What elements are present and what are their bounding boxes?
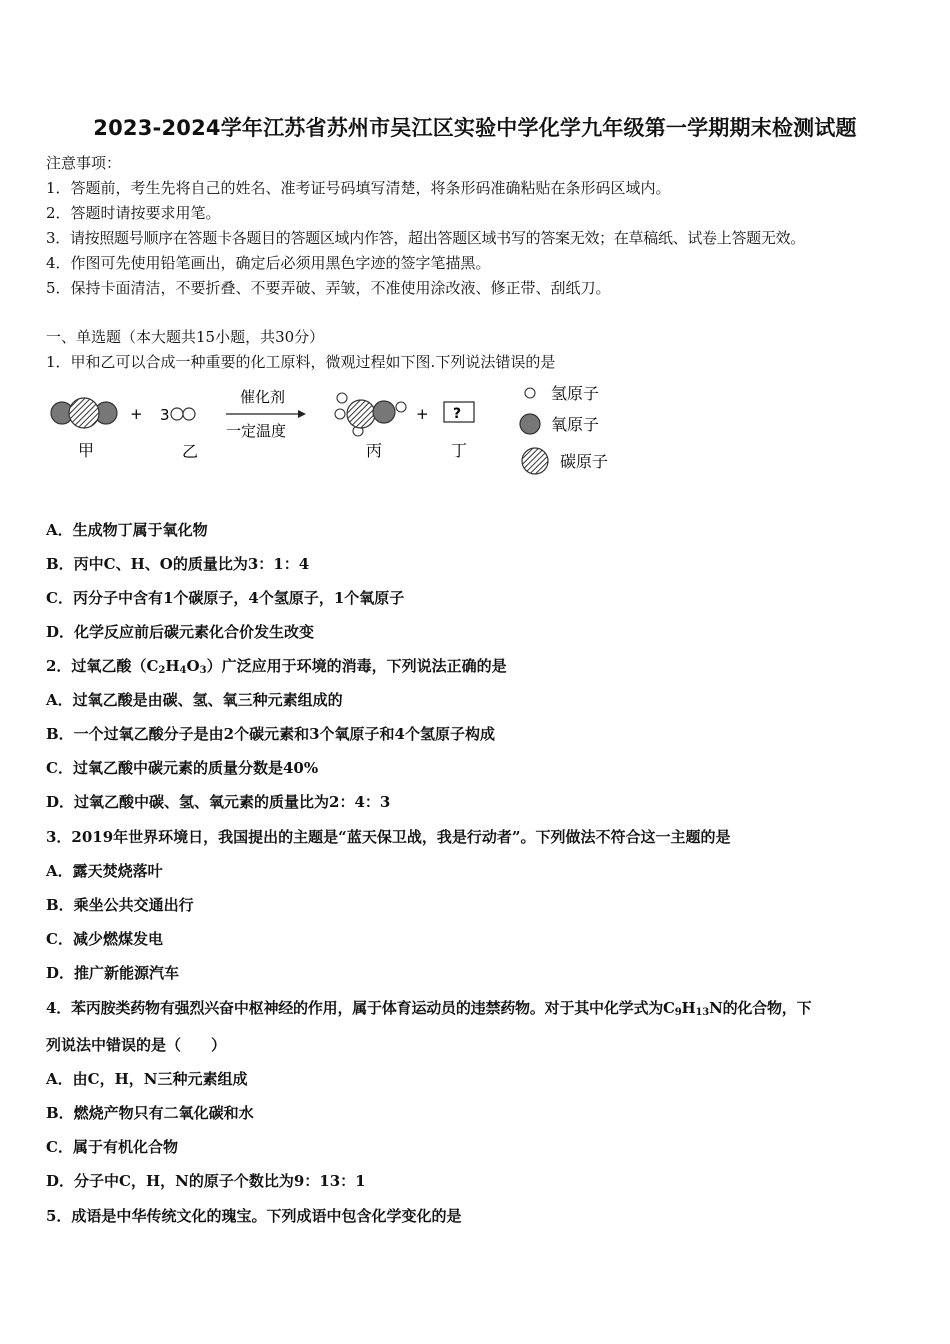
question-mark: ?: [453, 406, 462, 422]
arrow-label-temperature: 一定温度: [226, 422, 287, 440]
q1-option-d: D．化学反应前后碳元素化合价发生改变: [46, 623, 315, 641]
label-ding: 丁: [451, 441, 468, 460]
notice-item-5: 5．保持卡面清洁，不要折叠、不要弄破、弄皱，不准使用涂改液、修正带、刮纸刀。: [46, 279, 611, 297]
notice-item-4: 4．作图可先使用铅笔画出，确定后必须用黑色字迹的签字笔描黑。: [46, 254, 491, 272]
legend-carbon: 碳原子: [560, 452, 609, 471]
q2-option-b: B．一个过氧乙酸分子是由2个碳元素和3个氧原子和4个氢原子构成: [46, 725, 495, 743]
q2-sub-c: 2: [158, 665, 166, 676]
q4-sub-h: 13: [695, 1007, 710, 1018]
notice-heading: 注意事项：: [46, 154, 122, 172]
molecule-yi: [171, 408, 195, 420]
q4-option-a: A．由C，H，N三种元素组成: [46, 1070, 248, 1088]
q3-option-c: C．减少燃煤发电: [46, 930, 163, 948]
q2-sub-o: 3: [199, 665, 207, 676]
plus-sign-1: +: [130, 405, 143, 423]
legend-carbon-icon: [522, 448, 548, 474]
legend-hydrogen: 氢原子: [551, 384, 600, 403]
q2-stem-post: ）广泛应用于环境的消毒，下列说法正确的是: [206, 657, 507, 675]
label-yi: 乙: [182, 442, 199, 461]
q4-stem-h: H: [681, 999, 696, 1017]
plus-sign-2: +: [416, 405, 429, 423]
q2-sub-h: 4: [179, 665, 187, 676]
reaction-diagram: [46, 380, 666, 490]
q4-stem-line2: 列说法中错误的是（ ）: [46, 1036, 227, 1054]
q4-stem-post: N的化合物，下: [709, 999, 812, 1017]
q4-sub-c: 9: [674, 1007, 682, 1018]
q1-stem: 1．甲和乙可以合成一种重要的化工原料，微观过程如下图.下列说法错误的是: [46, 353, 556, 371]
arrow-label-catalyst: 催化剂: [240, 388, 286, 406]
molecule-jia: [51, 398, 117, 428]
label-jia: 甲: [78, 441, 95, 460]
legend-oxygen: 氧原子: [551, 415, 600, 434]
q4-stem-pre: 4．苯丙胺类药物有强烈兴奋中枢神经的作用，属于体育运动员的违禁药物。对于其中化学式为C: [46, 999, 675, 1017]
molecule-bing: [335, 393, 406, 436]
label-bing: 丙: [366, 441, 383, 460]
legend-hydrogen-icon: [525, 388, 535, 398]
q3-option-b: B．乘坐公共交通出行: [46, 896, 194, 914]
q3-stem: 3．2019年世界环境日，我国提出的主题是“蓝天保卫战，我是行动者”。下列做法不符合这一主题的是: [46, 828, 731, 846]
legend-oxygen-icon: [520, 414, 540, 434]
coefficient: 3: [160, 406, 170, 424]
q3-option-a: A．露天焚烧落叶: [46, 862, 163, 880]
q2-stem-o: O: [186, 657, 200, 675]
q2-stem: [46, 655, 507, 676]
notice-item-2: 2．答题时请按要求用笔。: [46, 204, 221, 222]
section-heading: 一、单选题（本大题共15小题，共30分）: [46, 328, 325, 346]
q4-option-b: B．燃烧产物只有二氧化碳和水: [46, 1104, 254, 1122]
q4-stem: [46, 997, 811, 1018]
notice-item-3: 3．请按照题号顺序在答题卡各题目的答题区域内作答，超出答题区域书写的答案无效；在草稿纸、试卷上答题无效。: [46, 229, 805, 247]
q4-option-d: D．分子中C，H，N的原子个数比为9：13：1: [46, 1172, 366, 1190]
q2-option-d: D．过氧乙酸中碳、氢、氧元素的质量比为2：4：3: [46, 793, 391, 811]
q5-stem: 5．成语是中华传统文化的瑰宝。下列成语中包含化学变化的是: [46, 1207, 462, 1225]
q2-stem-h: H: [165, 657, 180, 675]
q3-option-d: D．推广新能源汽车: [46, 964, 180, 982]
notice-item-1: 1．答题前，考生先将自己的姓名、准考证号码填写清楚，将条形码准确粘贴在条形码区域内。: [46, 179, 671, 197]
q1-option-c: C．丙分子中含有1个碳原子，4个氢原子，1个氧原子: [46, 589, 405, 607]
q1-option-b: B．丙中C、H、O的质量比为3：1：4: [46, 555, 310, 573]
q2-stem-pre: 2．过氧乙酸（C: [46, 657, 159, 675]
q2-option-c: C．过氧乙酸中碳元素的质量分数是40%: [46, 759, 319, 777]
q4-option-c: C．属于有机化合物: [46, 1138, 178, 1156]
q1-option-a: A．生成物丁属于氧化物: [46, 521, 208, 539]
q2-option-a: A．过氧乙酸是由碳、氢、氧三种元素组成的: [46, 691, 343, 709]
arrow-head: [298, 410, 306, 418]
page-title: 2023-2024学年江苏省苏州市吴江区实验中学化学九年级第一学期期末检测试题: [93, 116, 857, 140]
